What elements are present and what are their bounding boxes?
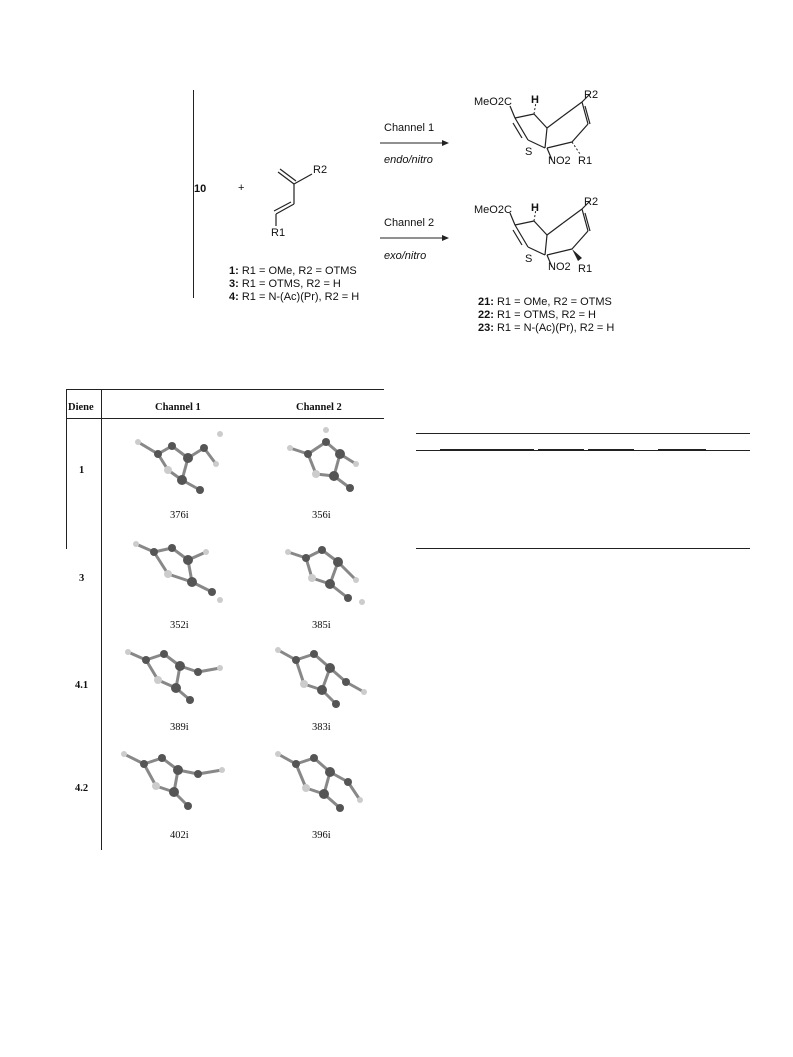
empty-table-top-rule [416, 433, 750, 434]
freq-diene4-2-channel2: 396i [312, 830, 331, 841]
table-diene-4-2: 4.2 [75, 783, 89, 794]
ts-model-diene4-1-channel2 [270, 638, 374, 716]
diene-legend-1 [229, 265, 357, 277]
table-header-rule [66, 418, 384, 419]
diene-legend-4 [229, 291, 359, 303]
table-header-diene: Diene [68, 402, 94, 413]
product-num-23: 23: [478, 322, 494, 334]
freq-diene4-1-channel1: 389i [170, 722, 189, 733]
channel2-arrow [380, 233, 450, 243]
product-text-22: R1 = OTMS, R2 = H [496, 309, 596, 321]
endo-ester-label: MeO2C [474, 96, 512, 108]
table-diene-column-rule [101, 389, 102, 850]
exo-ester-label: MeO2C [474, 204, 512, 216]
endo-r1-label: R1 [578, 155, 593, 167]
empty-table-col-rule-2 [538, 449, 584, 451]
freq-diene3-channel2: 385i [312, 620, 331, 631]
table-diene-4-1: 4.1 [75, 680, 89, 691]
endo-s-label: S [525, 146, 533, 158]
diene-num-3: 3: [229, 278, 239, 290]
exo-r1-label: R1 [578, 263, 593, 275]
endo-h-label: H [531, 94, 539, 106]
empty-table-col-rule-1 [440, 449, 534, 451]
diene-r2-label: R2 [313, 164, 328, 176]
diene-num-4: 4: [229, 291, 239, 303]
ts-model-diene4-2-channel2 [270, 742, 374, 822]
diene-text-4: R1 = N-(Ac)(Pr), R2 = H [241, 291, 360, 303]
freq-diene1-channel2: 356i [312, 510, 331, 521]
endo-r2-label: R2 [584, 89, 599, 101]
table-diene-1: 1 [79, 465, 85, 476]
exo-r2-label: R2 [584, 196, 599, 208]
freq-diene4-2-channel1: 402i [170, 830, 189, 841]
exo-h-label: H [531, 202, 539, 214]
table-left-rule [66, 389, 67, 549]
table-diene-3: 3 [79, 573, 85, 584]
table-header-channel1: Channel 1 [155, 402, 201, 413]
product-text-21: R1 = OMe, R2 = OTMS [496, 296, 612, 308]
reactant-label: 10 [194, 183, 207, 195]
diene-text-3: R1 = OTMS, R2 = H [241, 278, 341, 290]
ts-model-diene4-2-channel1 [118, 742, 236, 822]
table-top-rule [66, 389, 384, 390]
exo-s-label: S [525, 253, 533, 265]
freq-diene4-1-channel2: 383i [312, 722, 331, 733]
exo-no2-label: NO2 [548, 261, 571, 273]
ts-model-diene3-channel1 [128, 530, 228, 610]
empty-table-bottom-rule [416, 548, 750, 549]
channel1-sub: endo/nitro [384, 154, 433, 166]
product-legend-23 [478, 322, 614, 334]
empty-table-col-rule-3 [588, 449, 634, 451]
channel2-sub: exo/nitro [384, 250, 427, 262]
product-legend-21 [478, 296, 612, 308]
product-num-21: 21: [478, 296, 494, 308]
table-header-channel2: Channel 2 [296, 402, 342, 413]
product-num-22: 22: [478, 309, 494, 321]
plus-sign: + [238, 182, 245, 194]
diene-num-1: 1: [229, 265, 239, 277]
ts-model-diene4-1-channel1 [122, 638, 232, 716]
channel1-label: Channel 1 [384, 122, 435, 134]
ts-model-diene1-channel2 [276, 424, 376, 504]
freq-diene1-channel1: 376i [170, 510, 189, 521]
channel2-label: Channel 2 [384, 217, 435, 229]
ts-model-diene3-channel2 [276, 530, 376, 610]
product-legend-22 [478, 309, 596, 321]
diene-r1-label: R1 [271, 227, 286, 239]
diene-legend-3 [229, 278, 341, 290]
freq-diene3-channel1: 352i [170, 620, 189, 631]
empty-table-col-rule-4 [658, 449, 706, 451]
ts-model-diene1-channel1 [128, 424, 228, 504]
product-text-23: R1 = N-(Ac)(Pr), R2 = H [496, 322, 615, 334]
channel1-arrow [380, 138, 450, 148]
diene-text-1: R1 = OMe, R2 = OTMS [241, 265, 357, 277]
endo-no2-label: NO2 [548, 155, 571, 167]
